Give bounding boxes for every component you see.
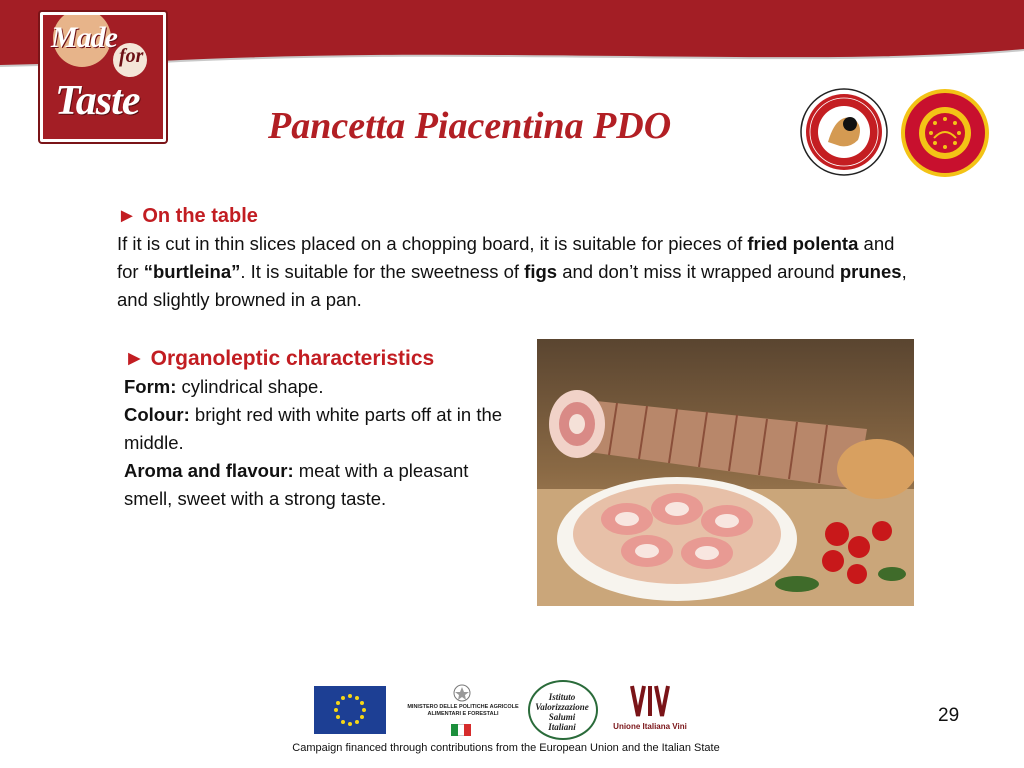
pancetta-photo (537, 339, 914, 606)
on-the-table-paragraph (117, 230, 907, 314)
italian-emblem-icon (453, 684, 471, 702)
ivsi-logo (528, 680, 596, 740)
pdo-seal-icon (900, 88, 990, 178)
aroma-value: meat with a pleasant smell, sweet with a strong taste. (124, 460, 469, 509)
funding-note: Campaign financed through contributions from the European Union and the Italian State (292, 742, 720, 754)
text-run: and for (117, 233, 895, 282)
bold-burtleina: “burtleina” (143, 261, 241, 282)
bold-fried-polenta: fried polenta (747, 233, 859, 254)
ministero-text: MINISTERO DELLE POLITICHE AGRICOLE ALIMENTARI E FORESTALI (407, 704, 519, 717)
on-the-table-section (117, 202, 907, 314)
uiv-mark-icon (628, 682, 672, 720)
colour-line (124, 401, 519, 457)
aroma-line (124, 457, 519, 513)
colour-label: Colour: (124, 404, 190, 425)
logo-taste-text: Taste (55, 78, 140, 124)
text-run: and don’t miss it wrapped around (557, 261, 840, 282)
logo-for-text: for (119, 45, 144, 67)
form-value: cylindrical shape. (176, 376, 324, 397)
text-run: If it is cut in thin slices placed on a chopping board, it is suitable for pieces of (117, 233, 748, 254)
uiv-text: Unione Italiana Vini (613, 722, 687, 731)
form-label: Form: (124, 376, 177, 397)
text-run: , and slightly browned in a pan. (117, 261, 907, 310)
uiv-logo (610, 682, 690, 740)
text-run: . It is suitable for the sweetness of (240, 261, 525, 282)
organoleptic-section (124, 345, 519, 513)
eu-flag-icon (314, 686, 386, 734)
logo-made-text: Made (51, 21, 117, 54)
bold-prunes: prunes (839, 261, 902, 282)
made-for-taste-logo (40, 12, 166, 142)
page-number: 29 (938, 705, 960, 726)
ministero-logo (403, 684, 523, 738)
consorzio-seal-icon (800, 88, 888, 176)
form-line (124, 373, 519, 401)
colour-value: bright red with white parts off at in the middle. (124, 404, 503, 453)
bold-figs: figs (524, 261, 558, 282)
section-heading-organoleptic: ► Organoleptic characteristics (124, 347, 435, 370)
italian-flag-icon (451, 724, 471, 736)
ivsi-text: Istituto Valorizzazione Salumi Italiani (535, 692, 589, 732)
section-heading-on-the-table: ► On the table (117, 205, 258, 227)
sponsor-logos (310, 680, 710, 740)
page-title: Pancetta Piacentina PDO (268, 105, 672, 147)
aroma-label: Aroma and flavour: (124, 460, 294, 481)
